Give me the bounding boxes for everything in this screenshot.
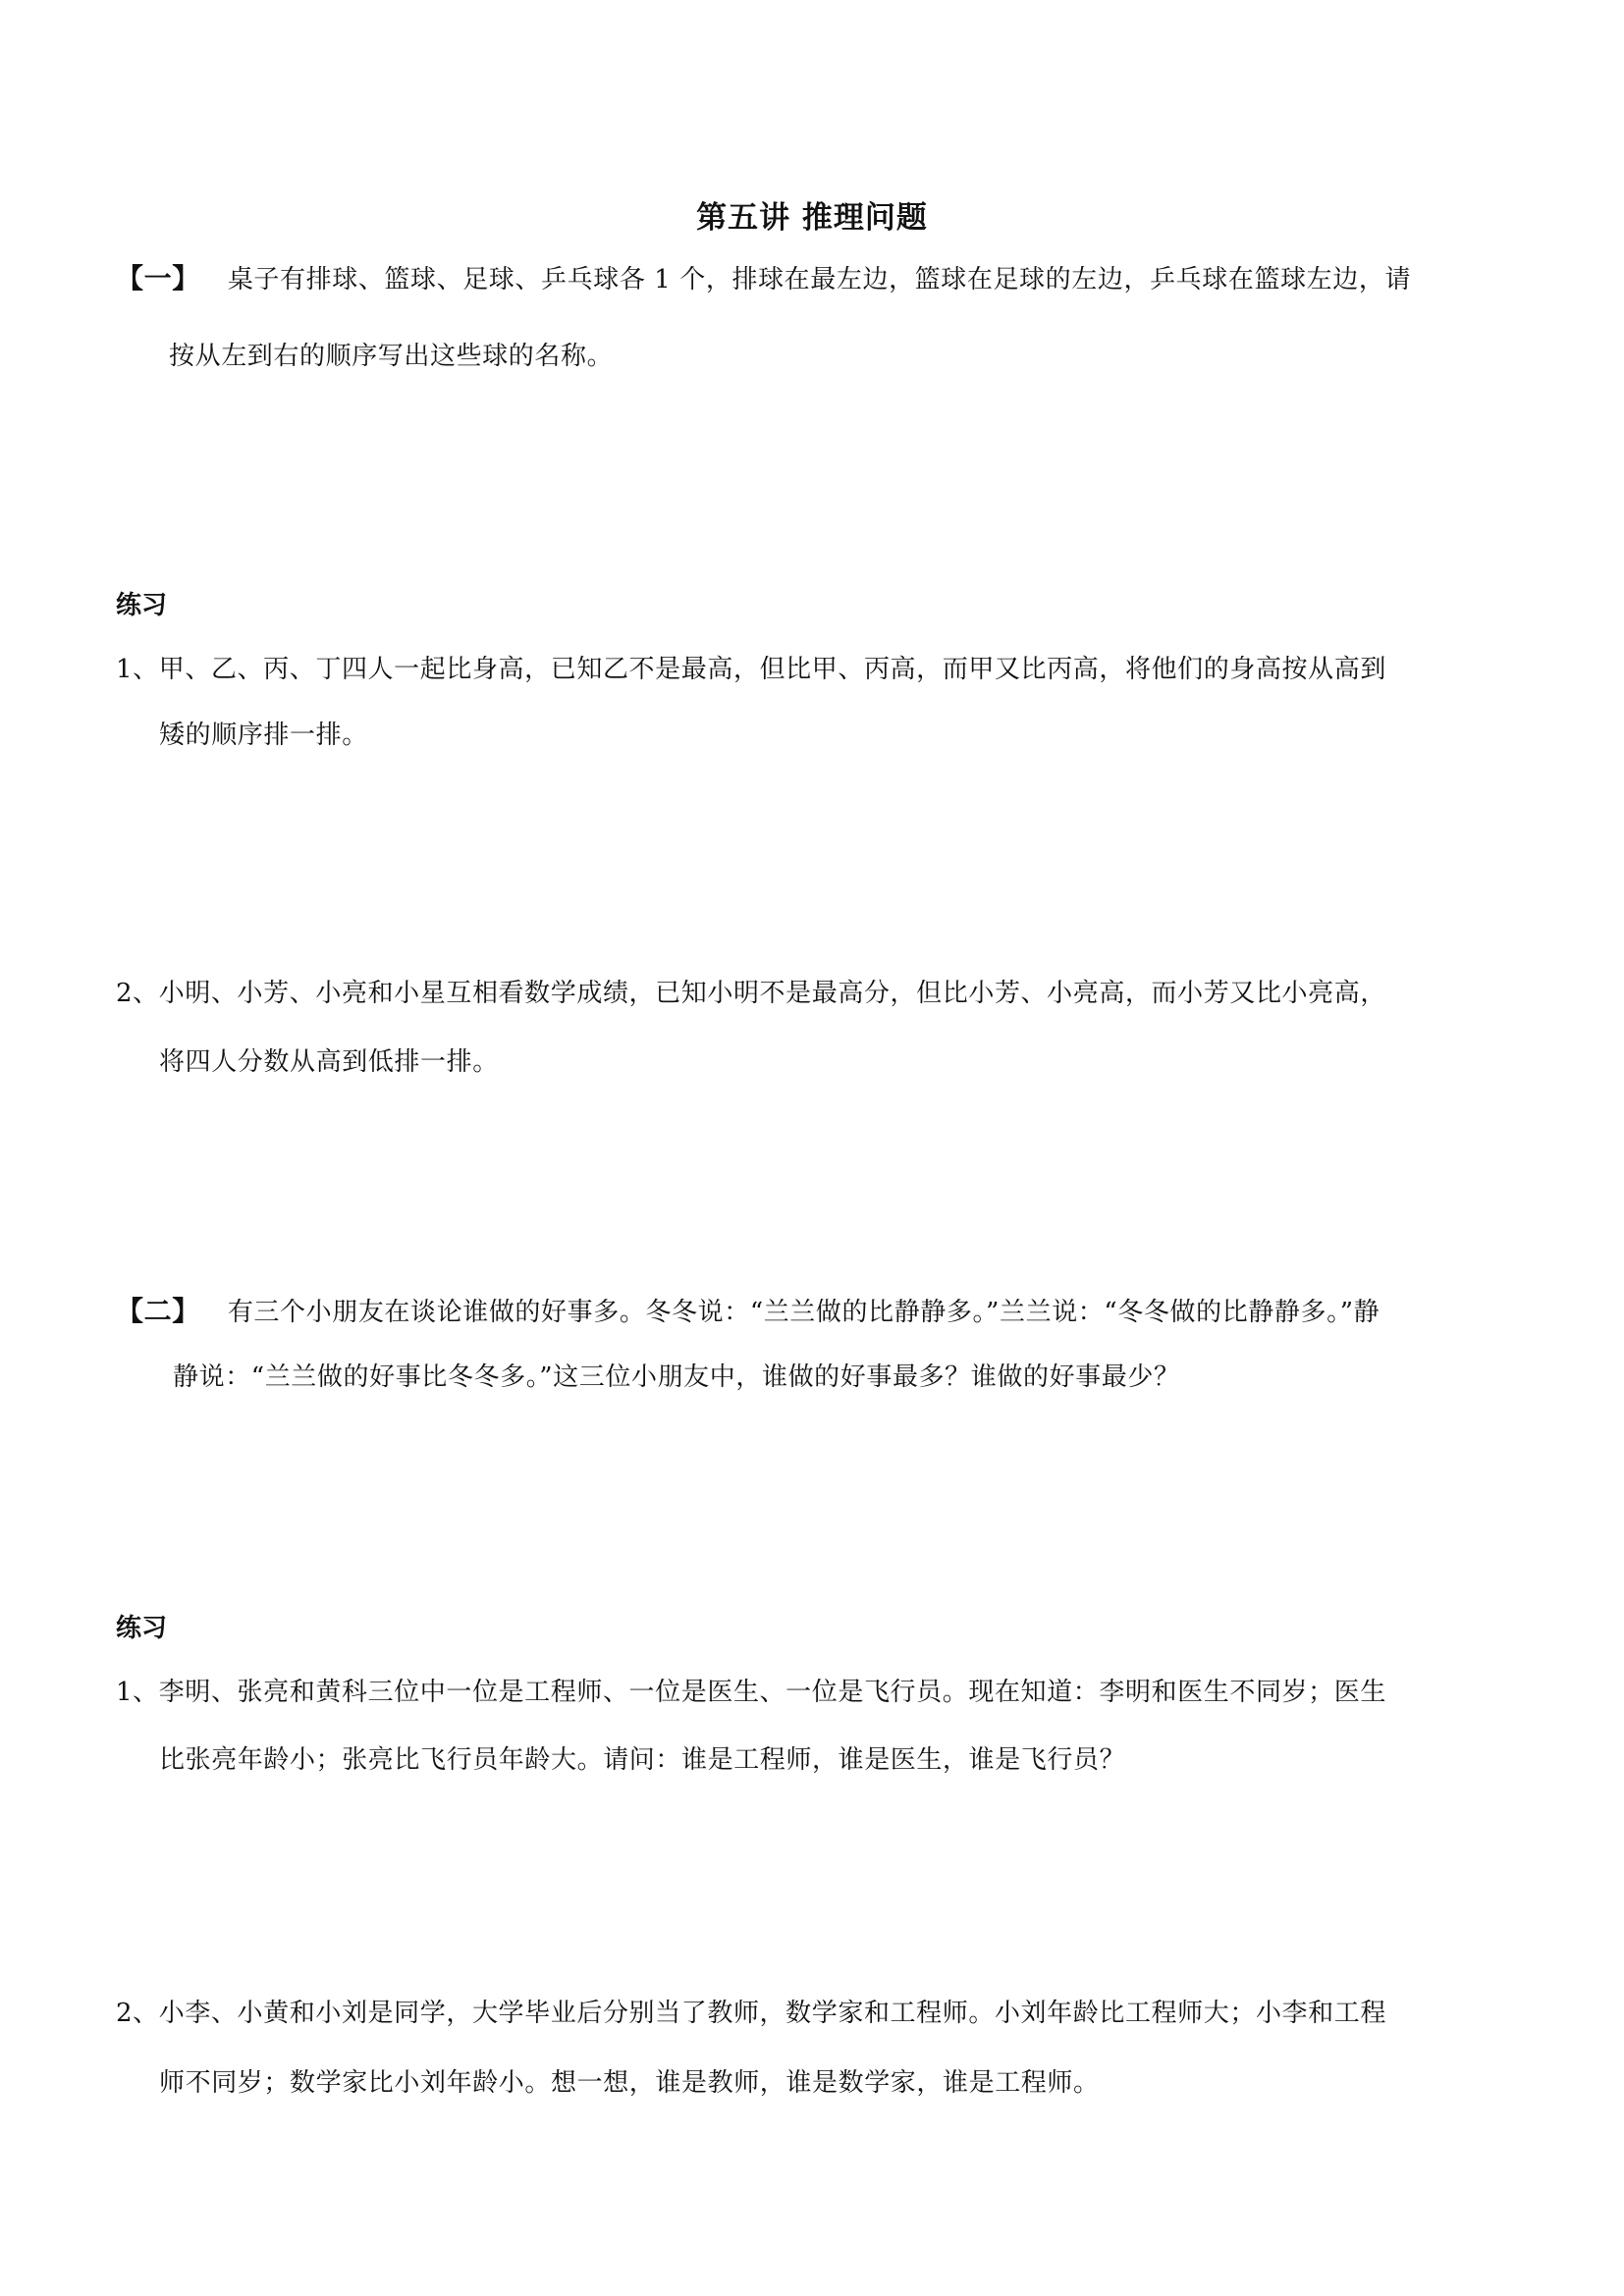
- page-title: 第五讲 推理问题: [696, 200, 928, 236]
- practice-heading-2: 练习: [116, 1614, 168, 1643]
- practice-1-item-1-line-2: 矮的顺序排一排。: [159, 721, 368, 750]
- example-2-line-2: 静说：“兰兰做的好事比冬冬多。”这三位小朋友中，谁做的好事最多？谁做的好事最少？: [173, 1362, 1180, 1392]
- practice-1-item-1-line-1: 1、甲、乙、丙、丁四人一起比身高，已知乙不是最高，但比甲、丙高，而甲又比丙高，将他们的身高按从高到: [116, 655, 1386, 684]
- example-2-text-line-1: 有三个小朋友在谈论谁做的好事多。冬冬说：“兰兰做的比静静多。”兰兰说：“冬冬做的比静静多。”静: [227, 1298, 1380, 1327]
- example-2-line-1: [116, 1290, 1380, 1329]
- example-1-label: 【一】: [116, 262, 200, 294]
- practice-2-item-2-line-2: 师不同岁；数学家比小刘年龄小。想一想，谁是教师，谁是数学家，谁是工程师。: [159, 2068, 1100, 2098]
- example-1-text-line-1: 桌子有排球、篮球、足球、乒乓球各 1 个，排球在最左边，篮球在足球的左边，乒乓球在篮球左边，请: [227, 265, 1412, 294]
- example-1-line-1: [116, 257, 1411, 296]
- example-1-line-2: 按从左到右的顺序写出这些球的名称。: [169, 342, 614, 371]
- practice-2-item-1-line-1: 1、李明、张亮和黄科三位中一位是工程师、一位是医生、一位是飞行员。现在知道：李明和医生不同岁；医生: [116, 1678, 1386, 1707]
- practice-1-item-2-line-1: 2、小明、小芳、小亮和小星互相看数学成绩，已知小明不是最高分，但比小芳、小亮高，而小芳又比小亮高，: [116, 979, 1386, 1008]
- practice-2-item-1-line-2: 比张亮年龄小；张亮比飞行员年龄大。请问：谁是工程师，谁是医生，谁是飞行员？: [159, 1745, 1126, 1775]
- example-2-label: 【二】: [116, 1295, 200, 1327]
- practice-1-item-2-line-2: 将四人分数从高到低排一排。: [159, 1047, 499, 1077]
- practice-heading-1: 练习: [116, 591, 168, 620]
- practice-2-item-2-line-1: 2、小李、小黄和小刘是同学，大学毕业后分别当了教师，数学家和工程师。小刘年龄比工程师大；小李和工程: [116, 1999, 1386, 2028]
